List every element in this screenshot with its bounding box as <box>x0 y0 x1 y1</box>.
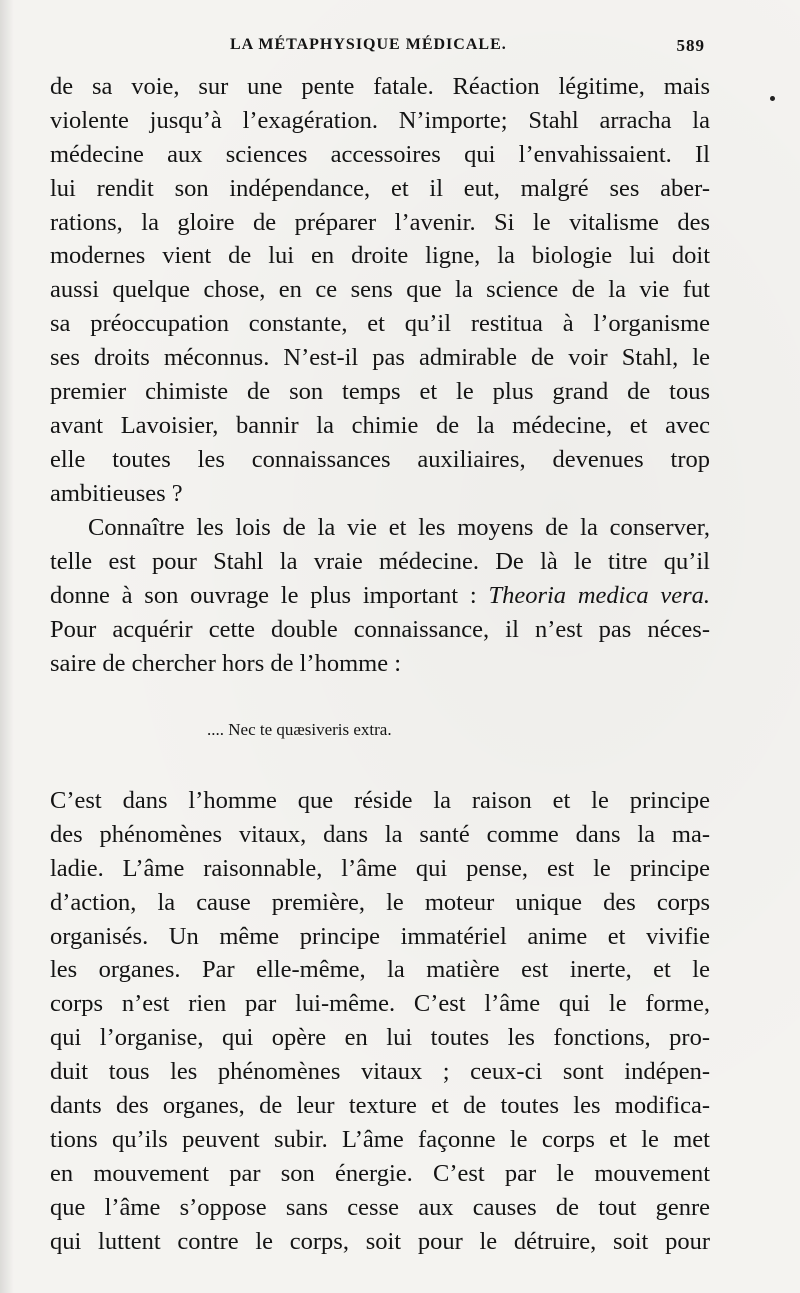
text-line: violente jusqu’à l’exagération. N’importe; Stahl arracha la <box>50 106 710 134</box>
paragraph-1 <box>50 70 710 511</box>
text-line: aussi quelque chose, en ce sens que la science de la vie fut <box>50 276 710 304</box>
text-line: qui l’organise, qui opère en lui toutes les fonctions, pro- <box>50 1024 710 1052</box>
text-line: sa préoccupation constante, et qu’il restitua à l’organisme <box>50 310 710 338</box>
page-spine-shadow <box>0 0 14 1293</box>
text-line: rations, la gloire de préparer l’avenir. Si le vitalisme des <box>50 208 710 236</box>
text-line: premier chimiste de son temps et le plus grand de tous <box>50 378 710 406</box>
page-header <box>50 36 705 60</box>
text-line: en mouvement par son énergie. C’est par le mouvement <box>50 1159 710 1187</box>
text-line: tions qu’ils peuvent subir. L’âme façonne le corps et le met <box>50 1125 710 1153</box>
text-line: ladie. L’âme raisonnable, l’âme qui pense, est le principe <box>50 854 710 882</box>
text-run: donne à son ouvrage le plus important : <box>50 581 489 609</box>
text-line: duit tous les phénomènes vitaux ; ceux-ci sont indépen- <box>50 1058 710 1086</box>
text-line: saire de chercher hors de l’homme : <box>50 649 402 677</box>
running-title: LA MÉTAPHYSIQUE MÉDICALE. <box>230 36 507 53</box>
text-line: lui rendit son indépendance, et il eut, malgré ses aber- <box>50 174 710 202</box>
text-line: Connaître les lois de la vie et les moyens de la conserver, <box>88 514 710 541</box>
book-title: Theoria medica vera. <box>488 581 711 609</box>
text-line: dants des organes, de leur texture et de toutes les modifica- <box>50 1092 710 1120</box>
text-line: corps n’est rien par lui-même. C’est l’âme qui le forme, <box>50 990 710 1018</box>
text-line: elle toutes les connaissances auxiliaires, devenues trop <box>50 445 710 473</box>
text-line: telle est pour Stahl la vraie médecine. De là le titre qu’il <box>50 547 710 575</box>
text-line: organisés. Un même principe immatériel anime et vivifie <box>50 922 710 950</box>
page-number: 589 <box>676 36 705 55</box>
text-line: Pour acquérir cette double connaissance, il n’est pas néces- <box>50 615 710 643</box>
ink-speck <box>770 96 775 101</box>
text-line: médecine aux sciences accessoires qui l’envahissaient. Il <box>50 140 710 168</box>
text-line: d’action, la cause première, le moteur unique des corps <box>50 888 710 916</box>
latin-quotation: .... Nec te quæsiveris extra. <box>207 720 392 739</box>
paragraph-2 <box>50 511 710 680</box>
text-line: qui luttent contre le corps, soit pour le détruire, soit pour <box>50 1227 710 1255</box>
text-line: les organes. Par elle-même, la matière est inerte, et le <box>50 956 710 984</box>
text-line: de sa voie, sur une pente fatale. Réaction légitime, mais <box>50 73 710 100</box>
text-line: ses droits méconnus. N’est-il pas admirable de voir Stahl, le <box>50 344 710 372</box>
paragraph-3 <box>50 784 710 1258</box>
text-line: que l’âme s’oppose sans cesse aux causes de tout genre <box>50 1193 710 1221</box>
text-line: C’est dans l’homme que réside la raison et le principe <box>50 787 710 814</box>
text-line: ambitieuses ? <box>50 479 183 507</box>
text-line <box>50 579 710 613</box>
text-line: modernes vient de lui en droite ligne, la biologie lui doit <box>50 242 710 270</box>
text-line: des phénomènes vitaux, dans la santé comme dans la ma- <box>50 820 710 848</box>
text-line: avant Lavoisier, bannir la chimie de la médecine, et avec <box>50 411 710 439</box>
